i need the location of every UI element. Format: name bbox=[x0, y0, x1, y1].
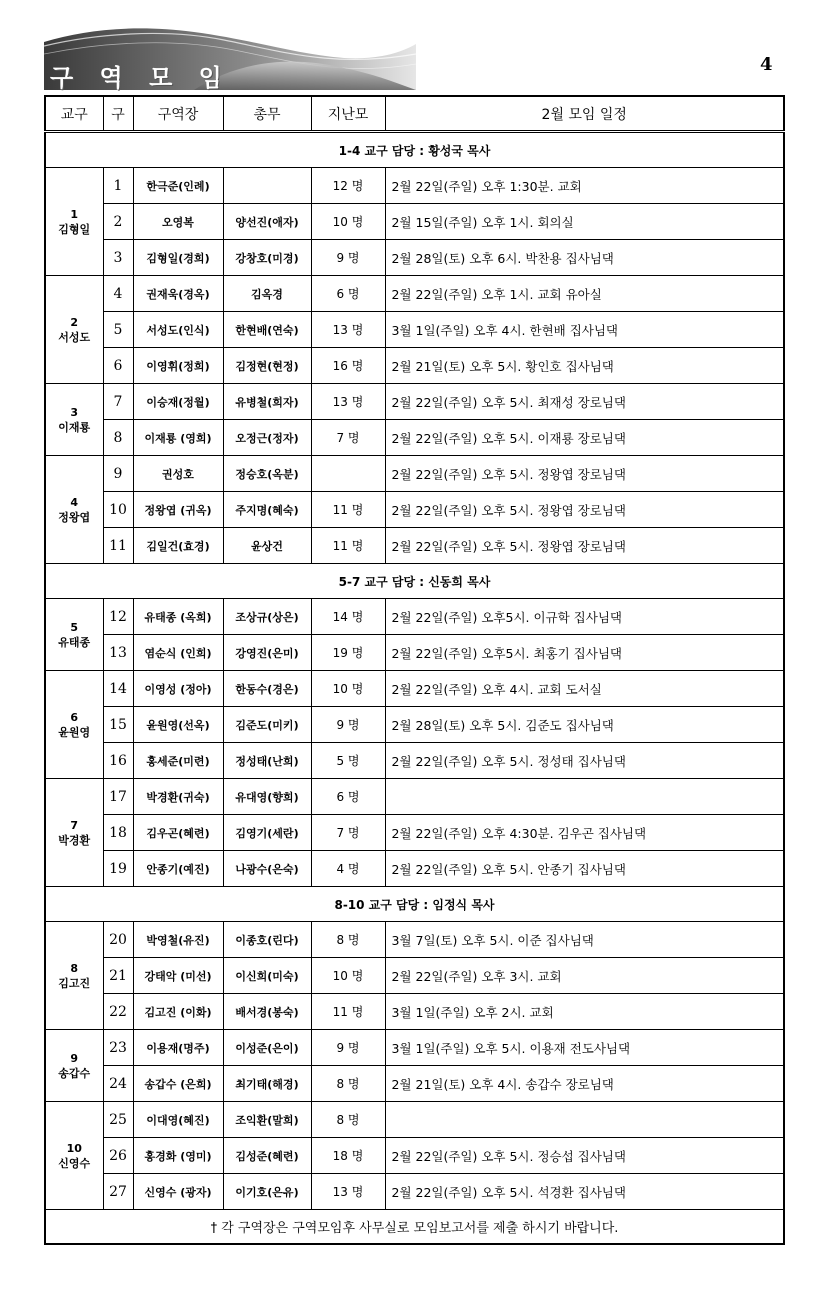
group-number: 7 bbox=[103, 384, 133, 420]
header-group: 구 bbox=[103, 96, 133, 132]
attendance-count: 10 명 bbox=[311, 958, 385, 994]
district-number: 6 bbox=[70, 710, 79, 724]
table-row bbox=[45, 635, 784, 671]
group-number: 2 bbox=[103, 204, 133, 240]
attendance-count: 9 명 bbox=[311, 1030, 385, 1066]
attendance-count: 6 명 bbox=[311, 779, 385, 815]
table-row bbox=[45, 1138, 784, 1174]
district-cell bbox=[45, 168, 103, 276]
meeting-schedule: 2월 22일(주일) 오후5시. 이규학 집사님댁 bbox=[385, 599, 784, 635]
group-number: 27 bbox=[103, 1174, 133, 1210]
district-number: 9 bbox=[70, 1051, 79, 1065]
leader-name: 염순식 (인희) bbox=[133, 635, 223, 671]
group-number: 16 bbox=[103, 743, 133, 779]
group-number: 11 bbox=[103, 528, 133, 564]
general-name: 강영진(은미) bbox=[223, 635, 311, 671]
leader-name: 이재룡 (영희) bbox=[133, 420, 223, 456]
attendance-count: 7 명 bbox=[311, 815, 385, 851]
leader-name: 박경환(귀숙) bbox=[133, 779, 223, 815]
meeting-schedule bbox=[385, 1102, 784, 1138]
group-number: 6 bbox=[103, 348, 133, 384]
leader-name: 김형일(경희) bbox=[133, 240, 223, 276]
table-row bbox=[45, 994, 784, 1030]
attendance-count: 8 명 bbox=[311, 922, 385, 958]
leader-name: 서성도(인식) bbox=[133, 312, 223, 348]
meeting-schedule: 2월 22일(주일) 오후 5시. 이재룡 장로님댁 bbox=[385, 420, 784, 456]
general-name: 유대영(향희) bbox=[223, 779, 311, 815]
meeting-schedule: 2월 22일(주일) 오후 5시. 정승섭 집사님댁 bbox=[385, 1138, 784, 1174]
table-row bbox=[45, 1066, 784, 1102]
attendance-count: 14 명 bbox=[311, 599, 385, 635]
meeting-schedule: 3월 7일(토) 오후 5시. 이준 집사님댁 bbox=[385, 922, 784, 958]
leader-name: 송갑수 (은희) bbox=[133, 1066, 223, 1102]
district-cell bbox=[45, 1030, 103, 1102]
attendance-count: 7 명 bbox=[311, 420, 385, 456]
meeting-schedule bbox=[385, 779, 784, 815]
meeting-schedule: 2월 22일(주일) 오후 5시. 정왕엽 장로님댁 bbox=[385, 456, 784, 492]
attendance-count: 6 명 bbox=[311, 276, 385, 312]
meeting-schedule: 3월 1일(주일) 오후 5시. 이용재 전도사님댁 bbox=[385, 1030, 784, 1066]
district-name: 정왕엽 bbox=[58, 510, 91, 524]
section-header: 1-4 교구 담당 : 황성국 목사 bbox=[45, 132, 784, 168]
section-row bbox=[45, 887, 784, 922]
general-name: 주지명(혜숙) bbox=[223, 492, 311, 528]
section-row bbox=[45, 132, 784, 168]
general-name: 정성태(난희) bbox=[223, 743, 311, 779]
group-number: 13 bbox=[103, 635, 133, 671]
header-schedule: 2월 모임 일정 bbox=[385, 96, 784, 132]
attendance-count: 13 명 bbox=[311, 384, 385, 420]
district-cell bbox=[45, 276, 103, 384]
general-name: 강창호(미경) bbox=[223, 240, 311, 276]
page-number: 4 bbox=[760, 54, 773, 75]
general-name: 배서경(봉숙) bbox=[223, 994, 311, 1030]
district-cell bbox=[45, 384, 103, 456]
general-name: 양선진(애자) bbox=[223, 204, 311, 240]
district-name: 송갑수 bbox=[58, 1066, 91, 1080]
meeting-schedule: 2월 28일(토) 오후 5시. 김준도 집사님댁 bbox=[385, 707, 784, 743]
page-title: 구 역 모 임 bbox=[50, 64, 231, 92]
leader-name: 홍경화 (영미) bbox=[133, 1138, 223, 1174]
leader-name: 안종기(예진) bbox=[133, 851, 223, 887]
leader-name: 김고진 (이화) bbox=[133, 994, 223, 1030]
schedule-table bbox=[44, 95, 785, 1245]
attendance-count: 10 명 bbox=[311, 671, 385, 707]
table-row bbox=[45, 1174, 784, 1210]
attendance-count: 11 명 bbox=[311, 528, 385, 564]
attendance-count: 4 명 bbox=[311, 851, 385, 887]
meeting-schedule: 2월 15일(주일) 오후 1시. 회의실 bbox=[385, 204, 784, 240]
header-district: 교구 bbox=[45, 96, 103, 132]
leader-name: 이대영(혜진) bbox=[133, 1102, 223, 1138]
leader-name: 윤원영(선옥) bbox=[133, 707, 223, 743]
table-row bbox=[45, 707, 784, 743]
general-name: 이기호(은유) bbox=[223, 1174, 311, 1210]
attendance-count: 16 명 bbox=[311, 348, 385, 384]
attendance-count: 12 명 bbox=[311, 168, 385, 204]
meeting-schedule: 2월 22일(주일) 오후 5시. 최재성 장로님댁 bbox=[385, 384, 784, 420]
district-number: 2 bbox=[70, 315, 79, 329]
district-cell bbox=[45, 671, 103, 779]
attendance-count: 11 명 bbox=[311, 492, 385, 528]
table-row bbox=[45, 851, 784, 887]
meeting-schedule: 2월 22일(주일) 오후 3시. 교회 bbox=[385, 958, 784, 994]
table-row bbox=[45, 492, 784, 528]
attendance-count: 9 명 bbox=[311, 707, 385, 743]
table-row bbox=[45, 384, 784, 420]
table-row bbox=[45, 204, 784, 240]
table-row bbox=[45, 1102, 784, 1138]
table-row bbox=[45, 815, 784, 851]
table-row bbox=[45, 456, 784, 492]
district-name: 김형일 bbox=[58, 222, 91, 236]
table-row bbox=[45, 599, 784, 635]
district-name: 박경환 bbox=[58, 833, 91, 847]
general-name: 정승호(옥분) bbox=[223, 456, 311, 492]
meeting-schedule: 2월 22일(주일) 오후 5시. 정왕엽 장로님댁 bbox=[385, 528, 784, 564]
table-row bbox=[45, 168, 784, 204]
meeting-schedule: 2월 22일(주일) 오후 4:30분. 김우곤 집사님댁 bbox=[385, 815, 784, 851]
leader-name: 김일건(효경) bbox=[133, 528, 223, 564]
group-number: 1 bbox=[103, 168, 133, 204]
meeting-schedule: 2월 21일(토) 오후 4시. 송갑수 장로님댁 bbox=[385, 1066, 784, 1102]
general-name: 이성준(은이) bbox=[223, 1030, 311, 1066]
group-number: 9 bbox=[103, 456, 133, 492]
district-cell bbox=[45, 779, 103, 887]
general-name: 김성준(혜련) bbox=[223, 1138, 311, 1174]
group-number: 8 bbox=[103, 420, 133, 456]
general-name: 조상규(상은) bbox=[223, 599, 311, 635]
district-name: 유태종 bbox=[58, 635, 91, 649]
meeting-schedule: 2월 21일(토) 오후 5시. 황인호 집사님댁 bbox=[385, 348, 784, 384]
district-name: 김고진 bbox=[58, 976, 91, 990]
group-number: 24 bbox=[103, 1066, 133, 1102]
leader-name: 오영복 bbox=[133, 204, 223, 240]
general-name: 김준도(미키) bbox=[223, 707, 311, 743]
leader-name: 정왕엽 (귀옥) bbox=[133, 492, 223, 528]
general-name: 최기태(해경) bbox=[223, 1066, 311, 1102]
general-name: 한동수(경은) bbox=[223, 671, 311, 707]
group-number: 19 bbox=[103, 851, 133, 887]
leader-name: 이용재(명주) bbox=[133, 1030, 223, 1066]
attendance-count: 9 명 bbox=[311, 240, 385, 276]
meeting-schedule: 2월 22일(주일) 오후 4시. 교회 도서실 bbox=[385, 671, 784, 707]
group-number: 5 bbox=[103, 312, 133, 348]
table-row bbox=[45, 240, 784, 276]
leader-name: 강태악 (미선) bbox=[133, 958, 223, 994]
meeting-schedule: 2월 22일(주일) 오후 5시. 석경환 집사님댁 bbox=[385, 1174, 784, 1210]
meeting-schedule: 2월 28일(토) 오후 6시. 박찬용 집사님댁 bbox=[385, 240, 784, 276]
group-number: 26 bbox=[103, 1138, 133, 1174]
group-number: 23 bbox=[103, 1030, 133, 1066]
footer-row bbox=[45, 1210, 784, 1245]
attendance-count: 8 명 bbox=[311, 1066, 385, 1102]
footer-note: † 각 구역장은 구역모임후 사무실로 모임보고서를 제출 하시기 바랍니다. bbox=[45, 1210, 784, 1245]
section-header: 5-7 교구 담당 : 신동희 목사 bbox=[45, 564, 784, 599]
attendance-count: 5 명 bbox=[311, 743, 385, 779]
group-number: 21 bbox=[103, 958, 133, 994]
district-number: 1 bbox=[70, 207, 79, 221]
district-cell bbox=[45, 1102, 103, 1210]
attendance-count: 13 명 bbox=[311, 1174, 385, 1210]
leader-name: 홍세준(미련) bbox=[133, 743, 223, 779]
table-row bbox=[45, 922, 784, 958]
table-row bbox=[45, 779, 784, 815]
attendance-count: 11 명 bbox=[311, 994, 385, 1030]
district-number: 4 bbox=[70, 495, 79, 509]
header-leader: 구역장 bbox=[133, 96, 223, 132]
table-row bbox=[45, 958, 784, 994]
general-name: 김옥경 bbox=[223, 276, 311, 312]
table-row bbox=[45, 312, 784, 348]
header-general: 총무 bbox=[223, 96, 311, 132]
leader-name: 한극준(인례) bbox=[133, 168, 223, 204]
meeting-schedule: 2월 22일(주일) 오후 5시. 안종기 집사님댁 bbox=[385, 851, 784, 887]
meeting-schedule: 2월 22일(주일) 오후5시. 최홍기 집사님댁 bbox=[385, 635, 784, 671]
general-name: 나광수(은숙) bbox=[223, 851, 311, 887]
header-row bbox=[45, 96, 784, 132]
table-row bbox=[45, 1030, 784, 1066]
leader-name: 유태종 (옥희) bbox=[133, 599, 223, 635]
general-name: 김영기(세란) bbox=[223, 815, 311, 851]
meeting-schedule: 3월 1일(주일) 오후 2시. 교회 bbox=[385, 994, 784, 1030]
leader-name: 이영성 (정아) bbox=[133, 671, 223, 707]
leader-name: 신영수 (광자) bbox=[133, 1174, 223, 1210]
attendance-count: 19 명 bbox=[311, 635, 385, 671]
general-name: 윤상건 bbox=[223, 528, 311, 564]
district-name: 이재룡 bbox=[58, 420, 91, 434]
district-cell bbox=[45, 922, 103, 1030]
general-name: 유병철(희자) bbox=[223, 384, 311, 420]
meeting-schedule: 3월 1일(주일) 오후 4시. 한현배 집사님댁 bbox=[385, 312, 784, 348]
group-number: 22 bbox=[103, 994, 133, 1030]
group-number: 14 bbox=[103, 671, 133, 707]
leader-name: 권재욱(경옥) bbox=[133, 276, 223, 312]
meeting-schedule: 2월 22일(주일) 오후 1:30분. 교회 bbox=[385, 168, 784, 204]
general-name: 김정현(현정) bbox=[223, 348, 311, 384]
general-name: 이신희(미숙) bbox=[223, 958, 311, 994]
district-number: 8 bbox=[70, 961, 79, 975]
attendance-count: 13 명 bbox=[311, 312, 385, 348]
leader-name: 권성호 bbox=[133, 456, 223, 492]
table-row bbox=[45, 671, 784, 707]
leader-name: 이승재(정월) bbox=[133, 384, 223, 420]
group-number: 25 bbox=[103, 1102, 133, 1138]
leader-name: 이영휘(정희) bbox=[133, 348, 223, 384]
table-row bbox=[45, 276, 784, 312]
group-number: 12 bbox=[103, 599, 133, 635]
district-number: 5 bbox=[70, 620, 79, 634]
general-name: 조익환(말희) bbox=[223, 1102, 311, 1138]
attendance-count: 8 명 bbox=[311, 1102, 385, 1138]
attendance-count: 18 명 bbox=[311, 1138, 385, 1174]
table-row bbox=[45, 528, 784, 564]
district-number: 7 bbox=[70, 818, 79, 832]
header-last: 지난모 bbox=[311, 96, 385, 132]
general-name bbox=[223, 168, 311, 204]
district-number: 10 bbox=[66, 1141, 82, 1155]
meeting-schedule: 2월 22일(주일) 오후 5시. 정왕엽 장로님댁 bbox=[385, 492, 784, 528]
table-row bbox=[45, 348, 784, 384]
district-name: 서성도 bbox=[58, 330, 91, 344]
district-name: 신영수 bbox=[58, 1156, 91, 1170]
district-name: 윤원영 bbox=[58, 725, 91, 739]
group-number: 18 bbox=[103, 815, 133, 851]
meeting-schedule: 2월 22일(주일) 오후 5시. 정성태 집사님댁 bbox=[385, 743, 784, 779]
leader-name: 박영철(유진) bbox=[133, 922, 223, 958]
group-number: 3 bbox=[103, 240, 133, 276]
table-row bbox=[45, 420, 784, 456]
group-number: 15 bbox=[103, 707, 133, 743]
general-name: 오정근(정자) bbox=[223, 420, 311, 456]
meeting-schedule: 2월 22일(주일) 오후 1시. 교회 유아실 bbox=[385, 276, 784, 312]
section-header: 8-10 교구 담당 : 임정식 목사 bbox=[45, 887, 784, 922]
table-row bbox=[45, 743, 784, 779]
general-name: 한현배(연숙) bbox=[223, 312, 311, 348]
district-number: 3 bbox=[70, 405, 79, 419]
group-number: 10 bbox=[103, 492, 133, 528]
leader-name: 김우곤(혜련) bbox=[133, 815, 223, 851]
general-name: 이종호(린다) bbox=[223, 922, 311, 958]
attendance-count bbox=[311, 456, 385, 492]
group-number: 4 bbox=[103, 276, 133, 312]
district-cell bbox=[45, 599, 103, 671]
attendance-count: 10 명 bbox=[311, 204, 385, 240]
section-row bbox=[45, 564, 784, 599]
group-number: 17 bbox=[103, 779, 133, 815]
group-number: 20 bbox=[103, 922, 133, 958]
district-cell bbox=[45, 456, 103, 564]
